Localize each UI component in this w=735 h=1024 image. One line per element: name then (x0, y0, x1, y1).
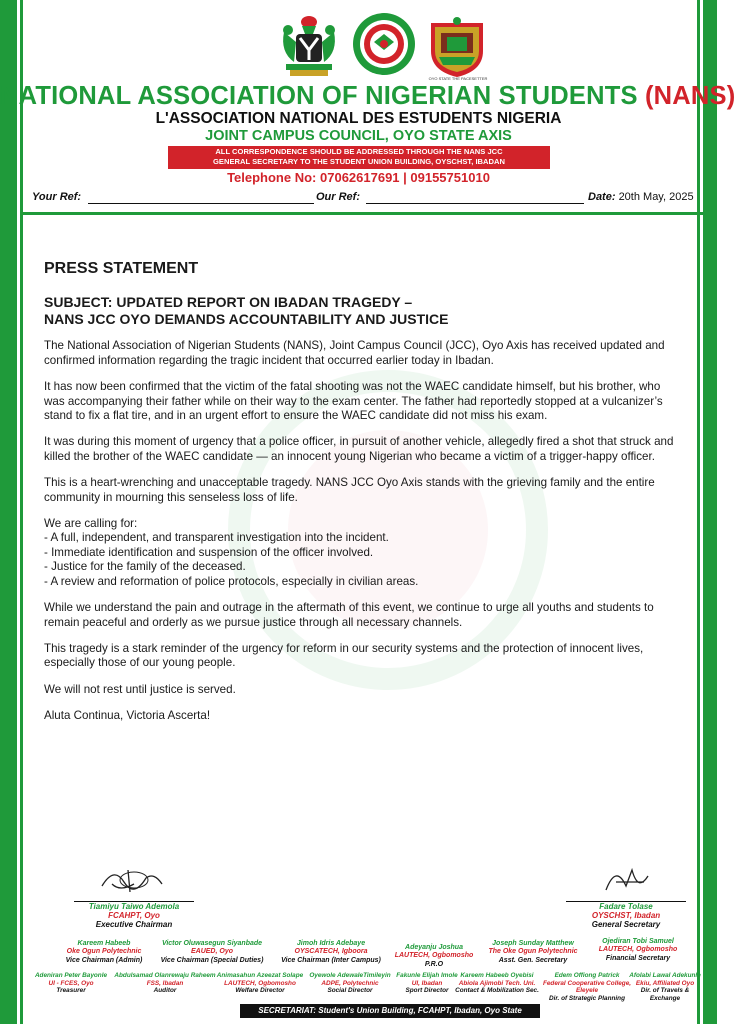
our-ref-label: Our Ref: (316, 191, 360, 203)
officer-institution: UI, Ibadan (411, 979, 443, 987)
secretariat-footer: SECRETARIAT: Student's Union Building, FCAHPT, Ibadan, Oyo State (240, 1004, 540, 1018)
subject-line-2: NANS JCC OYO DEMANDS ACCOUNTABILITY AND JUSTICE (44, 310, 449, 327)
demand-item: - Justice for the family of the deceased. (44, 560, 246, 574)
signatory-institution: OYSCHST, Ibadan (591, 911, 661, 920)
paragraph-5: While we understand the pain and outrage in the aftermath of this event, we continue to urge all youths and students to remain peaceful and orderly as we pursue justice through all necessary channels. (44, 601, 654, 629)
signature-scribble-icon (586, 862, 666, 898)
press-statement-heading: PRESS STATEMENT (44, 260, 199, 277)
officer-institution: OYSCATECH, Igboora (294, 948, 368, 956)
title-main: NATIONAL ASSOCIATION OF NIGERIAN STUDENTS (0, 82, 645, 110)
officer-entry (54, 940, 154, 965)
correspondence-banner (168, 146, 550, 169)
officer-institution: Abiola Ajimobi Tech. Uni. (458, 979, 536, 987)
telephone-label: Telephone No: (227, 170, 320, 185)
officer-name: Oyewole AdewaleTimileyin (309, 972, 391, 979)
date-value: 20th May, 2025 (618, 191, 694, 203)
subject-heading (44, 294, 676, 327)
signature-scribble-icon (94, 862, 174, 898)
officer-name: Kareem Habeeb (77, 940, 131, 947)
officer-entry (384, 944, 484, 969)
organization-subtitle: L'ASSOCIATION NATIONAL DES ESTUDENTS NIGERIA (155, 110, 562, 127)
signatory-role: Executive Chairman (95, 920, 173, 929)
oyo-seal-caption: OYO STATE THE PACESETTER (428, 76, 488, 81)
your-ref-blank (88, 203, 314, 204)
signatory-name: Tiamiyu Taiwo Ademola (88, 902, 180, 911)
officer-name: Animasahun Azeezat Solape (216, 972, 304, 979)
demand-item: - A review and reformation of police protocols, especially in civilian areas. (44, 574, 419, 588)
officer-name: Fakunle Elijah Imole (396, 972, 458, 979)
subject-line-1: SUBJECT: UPDATED REPORT ON IBADAN TRAGEDY – (44, 294, 413, 311)
officer-name: Joseph Sunday Matthew (492, 940, 574, 947)
correspondence-line-2: GENERAL SECRETARY TO THE STUDENT UNION BUILDING, OYSCHST, IBADAN (213, 157, 505, 166)
officer-institution: Federal Cooperative College, Eleyele (542, 979, 632, 994)
demand-item: - A full, independent, and transparent investigation into the incident. (44, 531, 389, 545)
officer-name: Victor Oluwasegun Siyanbade (161, 940, 263, 947)
officer-name: Abdulsamad Olanrewaju Raheem (114, 972, 216, 979)
title-abbreviation: (NANS) (644, 82, 735, 110)
signatory-role: General Secretary (591, 920, 661, 929)
header-divider (23, 212, 703, 215)
officer-role: Vice Chairman (Admin) (65, 956, 143, 964)
organization-title (0, 82, 735, 111)
your-ref-label: Your Ref: (32, 191, 82, 203)
coat-of-arms-icon (276, 12, 342, 80)
date-label: Date: (588, 191, 619, 203)
officer-institution: UI - FCES, Oyo (48, 979, 94, 987)
officer-entry (114, 972, 216, 995)
paragraph-1: The National Association of Nigerian Students (NANS), Joint Campus Council (JCC), Oyo Axis has received updated and confirmed information regarding the tragic incident that occurred earlier today in Ibadan. (44, 339, 665, 367)
officer-institution: LAUTECH, Ogbomosho (598, 946, 678, 954)
officer-role: Dir. of Travels & Exchange (640, 987, 690, 1002)
telephone-line (0, 170, 717, 185)
officer-entry (276, 940, 386, 965)
calling-for-intro: We are calling for: (44, 517, 138, 531)
officer-name: Kareem Habeeb Oyebisi (460, 972, 534, 979)
officer-institution: ADPE, Polytechnic (321, 979, 379, 987)
officer-role: Sport Director (405, 987, 449, 994)
officer-name: Edem Offiong Patrick (554, 972, 620, 979)
officer-entry (478, 940, 588, 965)
general-secretary-signature (556, 862, 696, 929)
officer-entry (304, 972, 396, 995)
officer-role: Vice Chairman (Special Duties) (160, 956, 264, 964)
correspondence-line-1: ALL CORRESPONDENCE SHOULD BE ADDRESSED THROUGH THE NANS JCC (215, 147, 503, 156)
letterhead-logos (0, 12, 717, 84)
officer-institution: LAUTECH, Ogbomosho (224, 979, 296, 987)
executive-chairman-signature (64, 862, 204, 929)
reference-line (32, 191, 708, 209)
officer-role: P.R.O (424, 960, 444, 968)
demand-item: - Immediate identification and suspension of the officer involved. (44, 545, 374, 559)
officer-entry (214, 972, 306, 995)
officer-entry (150, 940, 274, 965)
date-field (588, 191, 694, 203)
paragraph-2: It has now been confirmed that the victim of the fatal shooting was not the WAEC candidate himself, but his brother, who was accompanying their father while on their way to the exam center. The father had reportedly stopped at a vulcanizer’s stand to fix a flat tire, and in an urgent effort to ensure the WAEC candidate did not miss his exam. (44, 380, 663, 423)
officer-name: Afolabi Lawal Adekunle (629, 972, 701, 979)
signatory-institution: FCAHPT, Oyo (108, 911, 160, 920)
officer-role: Financial Secretary (605, 954, 671, 962)
officer-role: Social Director (327, 987, 373, 994)
oyo-state-seal-icon (425, 12, 489, 82)
officer-role: Welfare Director (235, 987, 285, 994)
signatory-name: Fadare Tolase (599, 902, 653, 911)
officer-role: Auditor (153, 987, 177, 994)
officer-institution: The Oke Ogun Polytechnic (488, 948, 578, 956)
telephone-numbers: 07062617691 | 09155751010 (320, 170, 490, 185)
officer-name: Jimoh Idris Adebaye (296, 940, 366, 947)
officer-name: Adeniran Peter Bayonle (34, 972, 108, 979)
paragraph-7: We will not rest until justice is served. (44, 682, 236, 696)
officer-institution: FSS, Ibadan (146, 979, 184, 987)
officer-role: Treasurer (56, 987, 86, 994)
officer-role: Vice Chairman (Inter Campus) (281, 956, 381, 964)
officer-entry (26, 972, 116, 995)
officer-role: Asst. Gen. Secretary (498, 956, 568, 964)
officer-role: Dir. of Strategic Planning (549, 994, 625, 1002)
officer-entry (588, 938, 688, 963)
paragraph-6: This tragedy is a stark reminder of the urgency for reform in our security systems and the protection of innocent lives, especially those of our young people. (44, 641, 644, 670)
officer-entry (626, 972, 704, 1002)
officer-institution: Oke Ogun Polytechnic (66, 948, 142, 956)
paragraph-8: Aluta Continua, Victoria Ascerta! (44, 709, 211, 723)
demands-section (44, 517, 676, 589)
press-statement-body (44, 262, 676, 736)
our-ref-blank (366, 203, 584, 204)
paragraph-3: It was during this moment of urgency that a police officer, in pursuit of another vehicle, allegedly fired a shot that struck and killed the brother of the WAEC candidate — an innocent young Nigerian who became a victim of a trigger-happy officer. (44, 435, 674, 463)
officer-institution: LAUTECH, Ogbomosho (394, 952, 474, 960)
officer-name: Adeyanju Joshua (405, 944, 463, 951)
officer-role: Contact & Mobilization Sec. (455, 987, 539, 994)
paragraph-4: This is a heart-wrenching and unacceptable tragedy. NANS JCC Oyo Axis stands with the grieving family and the entire community in mourning this senseless loss of life. (44, 476, 655, 504)
officer-institution: EAUED, Oyo (190, 948, 233, 956)
officer-name: Ojediran Tobi Samuel (602, 938, 674, 945)
council-name: JOINT CAMPUS COUNCIL, OYO STATE AXIS (205, 128, 512, 144)
nans-seal-icon (352, 12, 416, 76)
officer-institution: Ekiu, Affiliated Oyo (635, 979, 695, 987)
